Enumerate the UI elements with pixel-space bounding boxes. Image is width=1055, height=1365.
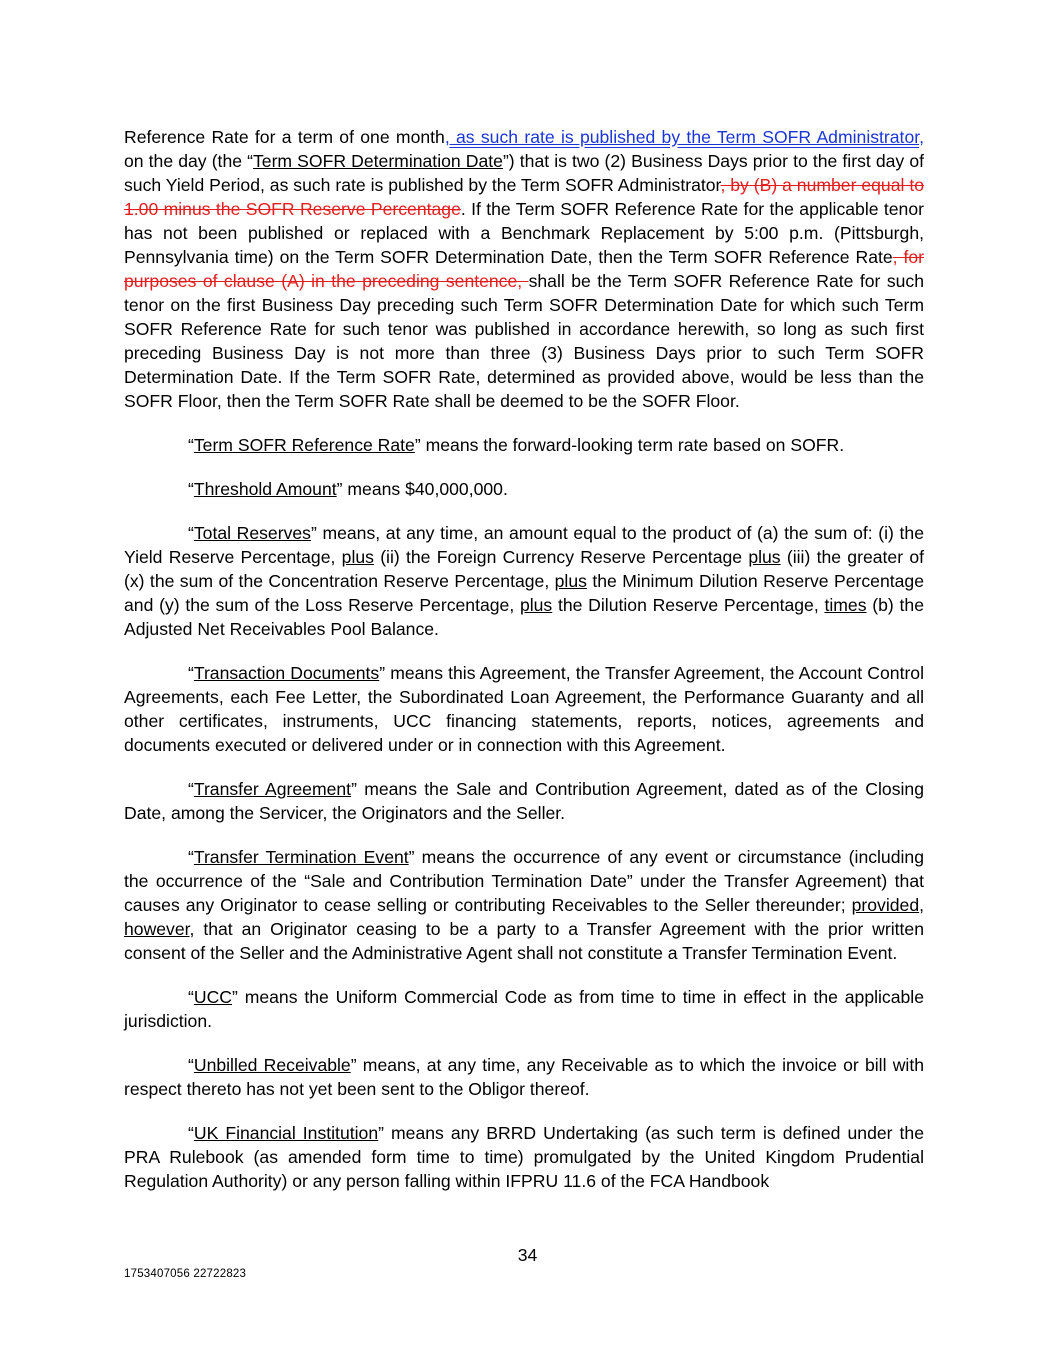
paragraph-term-sofr-continued (124, 125, 924, 413)
document-body (124, 125, 924, 1213)
definition-text: ” means this Agreement, the Transfer Agreement, the Account Control Agreements, each Fee Letter, the Subordinated Loan Agreement, the Performance Guaranty and all other certificates, instruments, UCC financing statements, reports, notices, agreements and documents executed or delivered under or in connection with this Agreement. (124, 663, 925, 755)
definition-ucc (124, 985, 924, 1033)
quote-mark: “ (188, 479, 194, 499)
deleted-text: , by (B) a number equal to 1.00 minus the SOFR Reserve Percentage (124, 175, 924, 219)
emphasis-provided: provided (851, 895, 920, 915)
deleted-text: , for purposes of clause (A) in the preceding sentence, (124, 247, 924, 291)
definition-text: ” means the Sale and Contribution Agreement, dated as of the Closing Date, among the Servicer, the Originators and the Seller. (124, 779, 924, 823)
quote-mark: “ (188, 523, 194, 543)
quote-mark: “ (188, 435, 194, 455)
text-run: . If the Term SOFR Reference Rate for the applicable tenor has not been published or replaced with a Benchmark Replacement by 5:00 p.m. (Pittsburgh, Pennsylvania time) on the Term SOFR Determination Date, then the Term SOFR Reference Rate (124, 199, 924, 267)
definition-text: , (919, 895, 924, 915)
document-id: 1753407056 22722823 (124, 1268, 247, 1280)
defined-term: Transfer Termination Event (193, 847, 409, 867)
definition-text: (iii) the greater of (x) the sum of the Concentration Reserve Percentage, (124, 547, 924, 591)
inserted-text: , as such rate is published by the Term SOFR Administrator, (444, 127, 925, 147)
definition-transaction-documents (124, 661, 924, 757)
definition-text: ” means, at any time, any Receivable as to which the invoice or bill with respect thereto has not yet been sent to the Obligor thereof. (124, 1055, 924, 1099)
quote-mark: “ (188, 1123, 194, 1143)
emphasis-plus: plus (519, 595, 553, 615)
defined-term: Term SOFR Reference Rate (193, 435, 415, 455)
definition-text: the Dilution Reserve Percentage, (552, 595, 825, 615)
quote-mark: “ (188, 1055, 194, 1075)
definition-text: ” means, at any time, an amount equal to the product of (a) the sum of: (i) the Yield Reserve Percentage, (124, 523, 924, 567)
emphasis-times: times (824, 595, 867, 615)
defined-term: Transfer Agreement (193, 779, 352, 799)
definition-transfer-termination-event (124, 845, 924, 965)
defined-term: UK Financial Institution (193, 1123, 379, 1143)
definition-text: the Minimum Dilution Reserve Percentage and (y) the sum of the Loss Reserve Percentage, (124, 571, 924, 615)
definition-text: (b) the Adjusted Net Receivables Pool Balance. (124, 595, 924, 639)
defined-term: UCC (193, 987, 232, 1007)
definition-uk-financial-institution (124, 1121, 924, 1193)
definition-term-sofr-reference-rate (124, 433, 924, 457)
emphasis-plus: plus (554, 571, 587, 591)
definition-text: ” means the Uniform Commercial Code as from time to time in effect in the applicable jurisdiction. (124, 987, 924, 1031)
quote-mark: “ (188, 987, 194, 1007)
defined-term: Transaction Documents (193, 663, 380, 683)
definition-text: , that an Originator ceasing to be a party to a Transfer Agreement with the prior written consent of the Seller and the Administrative Agent shall not constitute a Transfer Termination Event. (124, 919, 924, 963)
definition-transfer-agreement (124, 777, 924, 825)
definition-total-reserves (124, 521, 924, 641)
emphasis-however: however (124, 919, 190, 939)
definition-unbilled-receivable (124, 1053, 924, 1101)
defined-term: Term SOFR Determination Date (252, 151, 503, 171)
text-run: on the day (the “ (124, 151, 253, 171)
definition-threshold-amount (124, 477, 924, 501)
page-number: 34 (517, 1245, 538, 1265)
quote-mark: “ (188, 847, 194, 867)
quote-mark: “ (188, 779, 194, 799)
text-run: Reference Rate for a term of one month (124, 127, 445, 147)
emphasis-plus: plus (341, 547, 374, 567)
definition-text: ” means the occurrence of any event or circumstance (including the occurrence of the “Sale and Contribution Termination Date” under the Transfer Agreement) that causes any Originator to cease selling or contributing Receivables to the Seller thereunder; (124, 847, 924, 915)
text-run: shall be the Term SOFR Reference Rate for such tenor on the first Business Day preceding such Term SOFR Determination Date for which such Term SOFR Reference Rate for such tenor was published in accordance herewith, so long as such first preceding Business Day is not more than three (3) Business Days prior to such Term SOFR Determination Date. If the Term SOFR Rate, determined as provided above, would be less than the SOFR Floor, then the Term SOFR Rate shall be deemed to be the SOFR Floor. (124, 271, 924, 411)
defined-term: Unbilled Receivable (193, 1055, 351, 1075)
emphasis-plus: plus (748, 547, 781, 567)
defined-term: Total Reserves (193, 523, 311, 543)
definition-text: (ii) the Foreign Currency Reserve Percentage (373, 547, 749, 567)
definition-text: ” means any BRRD Undertaking (as such term is defined under the PRA Rulebook (as amended form time to time) promulgated by the United Kingdom Prudential Regulation Authority) or any person falling within IFPRU 11.6 of the FCA Handbook (124, 1123, 924, 1191)
text-run: ”) that is two (2) Business Days prior to the first day of such Yield Period, as such rate is published by the Term SOFR Administrator (124, 151, 924, 195)
defined-term: Threshold Amount (193, 479, 337, 499)
definition-text: ” means the forward-looking term rate based on SOFR. (414, 435, 845, 455)
definition-text: ” means $40,000,000. (336, 479, 508, 499)
quote-mark: “ (188, 663, 194, 683)
